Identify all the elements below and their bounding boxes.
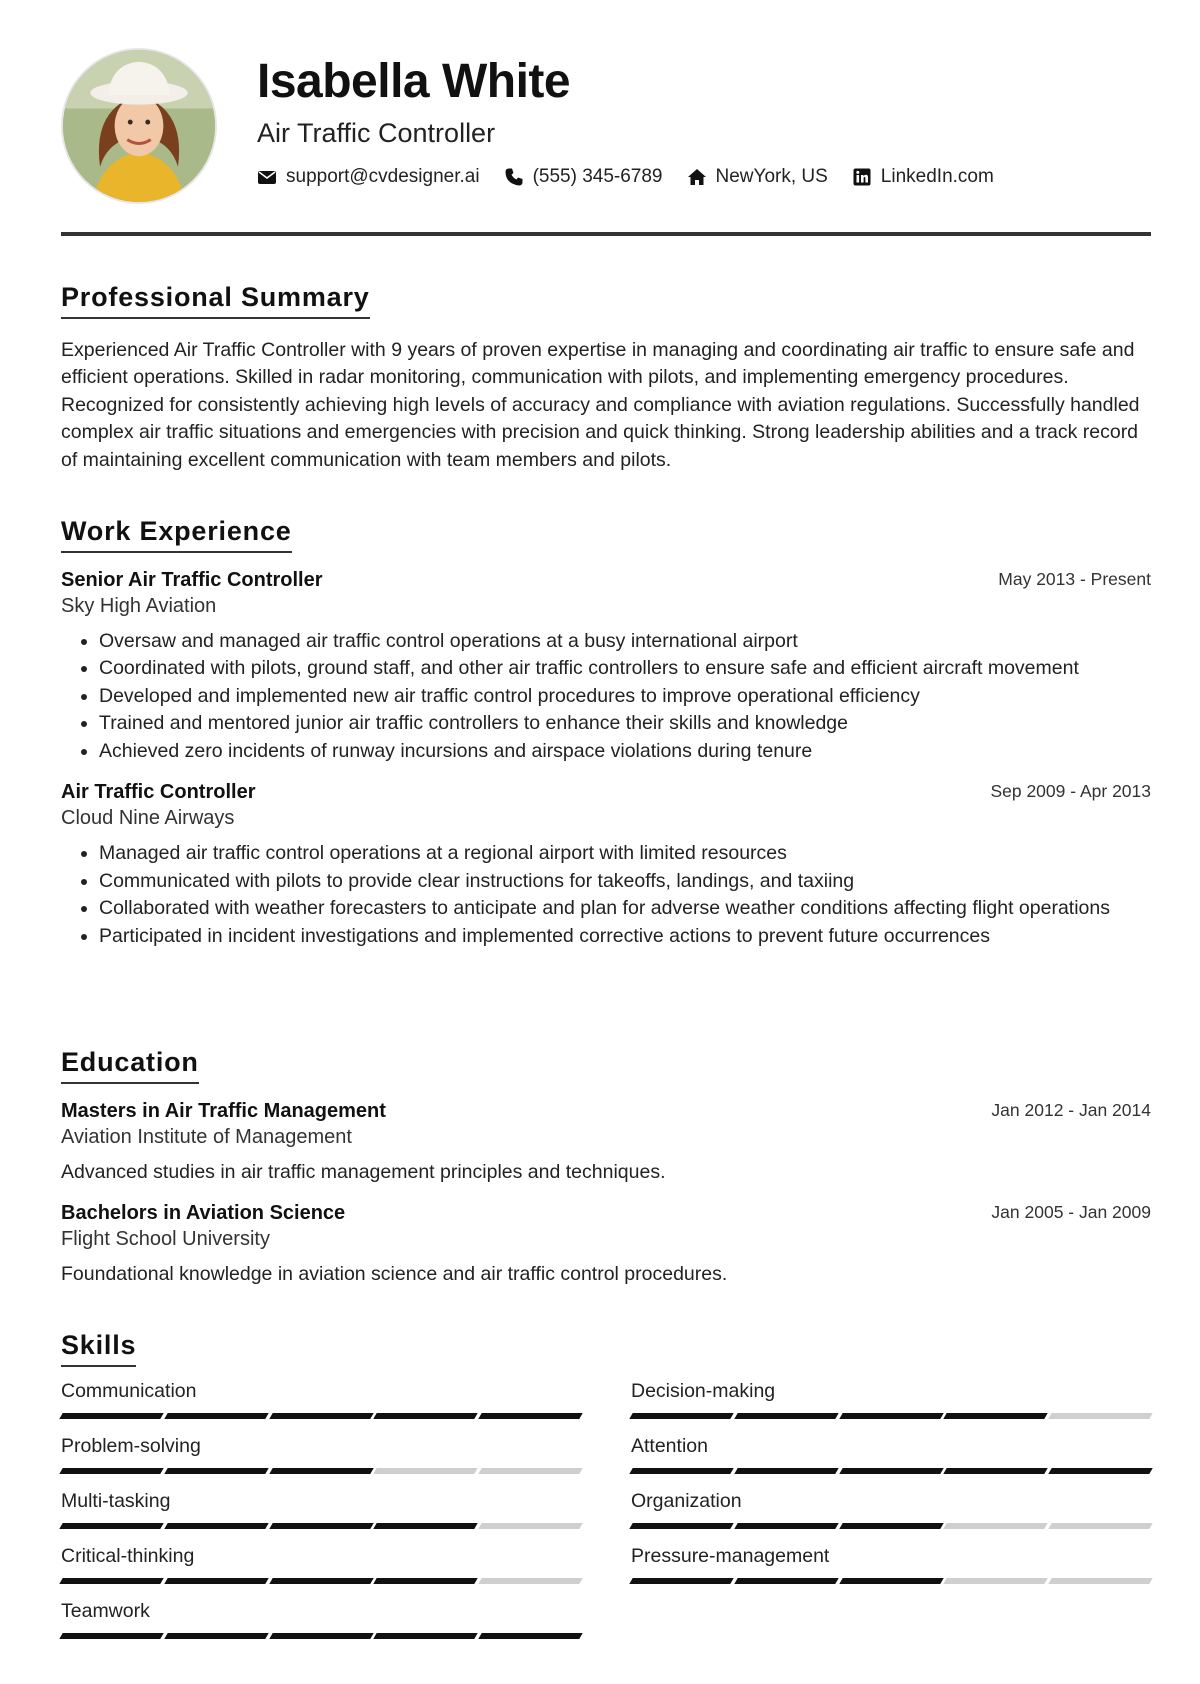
skill-name: Teamwork <box>61 1599 150 1622</box>
skill-name: Decision-making <box>631 1379 776 1402</box>
skill-item <box>631 1379 1151 1419</box>
skill-segment-filled <box>164 1413 268 1419</box>
skill-segment-filled <box>734 1523 838 1529</box>
skill-segment-filled <box>944 1413 1048 1419</box>
degree-dates: Jan 2012 - Jan 2014 <box>991 1099 1151 1120</box>
skill-segment-filled <box>839 1468 943 1474</box>
job-title: Air Traffic Controller <box>61 781 256 804</box>
degree-school: Aviation Institute of Management <box>61 1125 352 1148</box>
skill-segment-filled <box>164 1523 268 1529</box>
degree-entry <box>61 1200 1151 1288</box>
skill-segment-filled <box>944 1468 1048 1474</box>
skill-rating-bar <box>61 1578 581 1584</box>
profile-photo <box>63 50 215 202</box>
skill-segment-empty <box>1048 1413 1152 1419</box>
job-bullet: • Communicated with pilots to provide clear instructions for takeoffs, landings, and taxiing <box>99 868 1151 896</box>
skill-segment-empty <box>478 1523 582 1529</box>
linkedin-icon <box>852 167 872 187</box>
envelope-icon <box>257 167 277 187</box>
skill-rating-bar <box>631 1413 1151 1419</box>
contact-phone[interactable] <box>504 166 663 188</box>
contact-phone-text: (555) 345-6789 <box>532 166 663 187</box>
degree-title: Masters in Air Traffic Management <box>61 1099 386 1122</box>
summary-text: Experienced Air Traffic Controller with 9 years of proven expertise in managing and coordinating air traffic to ensure safe and efficient operations. Skilled in radar monitoring, communication with pilots, and implementing emergency procedures. Recognized for consistently achieving high levels of accuracy and compliance with aviation regulations. Successfully handled complex air traffic situations and emergencies with precision and quick thinking. Strong leadership abilities and a track record of maintaining excellent communication with team members and pilots. <box>61 338 1140 471</box>
skill-rating-bar <box>631 1468 1151 1474</box>
degree-dates: Jan 2005 - Jan 2009 <box>991 1201 1151 1222</box>
skill-segment-filled <box>478 1633 582 1639</box>
job-bullet: • Achieved zero incidents of runway incursions and airspace violations during tenure <box>99 738 1151 766</box>
skill-segment-empty <box>944 1578 1048 1584</box>
job-company: Sky High Aviation <box>61 594 217 617</box>
skill-segment-empty <box>944 1523 1048 1529</box>
job-entry <box>61 779 1151 950</box>
phone-icon <box>504 167 524 187</box>
skill-segment-filled <box>164 1633 268 1639</box>
summary-title: Professional Summary <box>61 283 370 319</box>
skill-segment-filled <box>734 1578 838 1584</box>
skill-rating-bar <box>631 1523 1151 1529</box>
skill-item <box>61 1599 581 1639</box>
skill-segment-filled <box>629 1523 733 1529</box>
skill-segment-filled <box>269 1413 373 1419</box>
education-title: Education <box>61 1048 199 1084</box>
job-dates: Sep 2009 - Apr 2013 <box>990 781 1151 802</box>
job-bullet: • Participated in incident investigations and implemented corrective actions to prevent future occurrences <box>99 923 1151 951</box>
skill-rating-bar <box>61 1413 581 1419</box>
skill-name: Communication <box>61 1379 197 1402</box>
contact-list <box>257 166 994 188</box>
skill-segment-filled <box>839 1578 943 1584</box>
skill-segment-filled <box>374 1523 478 1529</box>
skill-segment-filled <box>269 1578 373 1584</box>
skill-segment-filled <box>59 1523 163 1529</box>
degree-description: Advanced studies in air traffic management principles and techniques. <box>61 1160 666 1183</box>
job-dates: May 2013 - Present <box>998 568 1151 589</box>
skill-item <box>61 1489 581 1529</box>
education-section <box>61 1048 1151 1288</box>
skill-segment-empty <box>1048 1523 1152 1529</box>
degree-school: Flight School University <box>61 1227 270 1250</box>
skill-name: Critical-thinking <box>61 1544 195 1567</box>
skills-section <box>61 1331 1151 1639</box>
degree-description: Foundational knowledge in aviation science and air traffic control procedures. <box>61 1262 728 1285</box>
skill-segment-filled <box>59 1413 163 1419</box>
contact-email-text: support@cvdesigner.ai <box>286 166 480 187</box>
work-title: Work Experience <box>61 517 292 553</box>
job-bullet: • Coordinated with pilots, ground staff, and other air traffic controllers to ensure safe and efficient aircraft movement <box>99 655 1151 683</box>
candidate-role: Air Traffic Controller <box>257 118 496 148</box>
skills-grid <box>61 1379 1151 1639</box>
contact-linkedin[interactable] <box>852 166 994 188</box>
skill-segment-filled <box>1048 1468 1152 1474</box>
job-bullet: • Managed air traffic control operations at a regional airport with limited resources <box>99 840 1151 868</box>
skill-name: Attention <box>631 1434 708 1457</box>
skill-segment-filled <box>629 1578 733 1584</box>
skill-name: Multi-tasking <box>61 1489 171 1512</box>
job-company: Cloud Nine Airways <box>61 807 235 830</box>
skill-segment-filled <box>374 1413 478 1419</box>
skill-item <box>631 1544 1151 1584</box>
skill-item <box>61 1544 581 1584</box>
skill-segment-filled <box>629 1413 733 1419</box>
skill-segment-empty <box>1048 1578 1152 1584</box>
job-entry <box>61 567 1151 766</box>
skill-item <box>61 1379 581 1419</box>
header-divider <box>61 232 1151 236</box>
skill-item <box>631 1434 1151 1474</box>
candidate-name: Isabella White <box>257 55 571 108</box>
skill-segment-filled <box>164 1468 268 1474</box>
skill-segment-filled <box>269 1633 373 1639</box>
skill-segment-filled <box>269 1523 373 1529</box>
skill-segment-empty <box>478 1468 582 1474</box>
job-bullet: • Collaborated with weather forecasters to anticipate and plan for adverse weather conditions affecting flight operations <box>99 895 1151 923</box>
home-icon <box>687 167 707 187</box>
summary-section <box>61 283 1151 474</box>
job-bullet: • Oversaw and managed air traffic control operations at a busy international airport <box>99 628 1151 656</box>
contact-linkedin-text: LinkedIn.com <box>880 166 994 187</box>
job-title: Senior Air Traffic Controller <box>61 568 323 591</box>
skill-segment-filled <box>269 1468 373 1474</box>
contact-location-text: NewYork, US <box>715 166 828 187</box>
skill-rating-bar <box>61 1633 581 1639</box>
skill-segment-filled <box>839 1523 943 1529</box>
job-bullets <box>61 840 1151 950</box>
skill-segment-filled <box>59 1633 163 1639</box>
skill-segment-filled <box>734 1413 838 1419</box>
skill-item <box>61 1434 581 1474</box>
skill-name: Problem-solving <box>61 1434 201 1457</box>
resume-page <box>61 0 1151 1622</box>
resume-header <box>61 0 1151 240</box>
contact-email[interactable] <box>257 166 480 188</box>
work-section <box>61 517 1151 950</box>
job-bullet: • Developed and implemented new air traffic control procedures to improve operational efficiency <box>99 683 1151 711</box>
skill-name: Organization <box>631 1489 742 1512</box>
skill-segment-filled <box>374 1578 478 1584</box>
skill-segment-filled <box>59 1468 163 1474</box>
skill-rating-bar <box>61 1468 581 1474</box>
skill-rating-bar <box>61 1523 581 1529</box>
job-bullet: • Trained and mentored junior air traffic controllers to enhance their skills and knowledge <box>99 710 1151 738</box>
contact-location <box>687 166 828 188</box>
skill-item <box>631 1489 1151 1529</box>
skill-segment-filled <box>734 1468 838 1474</box>
degree-title: Bachelors in Aviation Science <box>61 1201 346 1224</box>
avatar <box>61 48 217 204</box>
skills-title: Skills <box>61 1331 136 1367</box>
skill-segment-filled <box>164 1578 268 1584</box>
skill-segment-filled <box>839 1413 943 1419</box>
skill-segment-filled <box>478 1413 582 1419</box>
skill-segment-filled <box>59 1578 163 1584</box>
degree-entry <box>61 1098 1151 1186</box>
skill-segment-empty <box>374 1468 478 1474</box>
job-bullets <box>61 628 1151 766</box>
skill-rating-bar <box>631 1578 1151 1584</box>
skill-segment-empty <box>478 1578 582 1584</box>
skill-segment-filled <box>374 1633 478 1639</box>
skill-name: Pressure-management <box>631 1544 830 1567</box>
skill-segment-filled <box>629 1468 733 1474</box>
